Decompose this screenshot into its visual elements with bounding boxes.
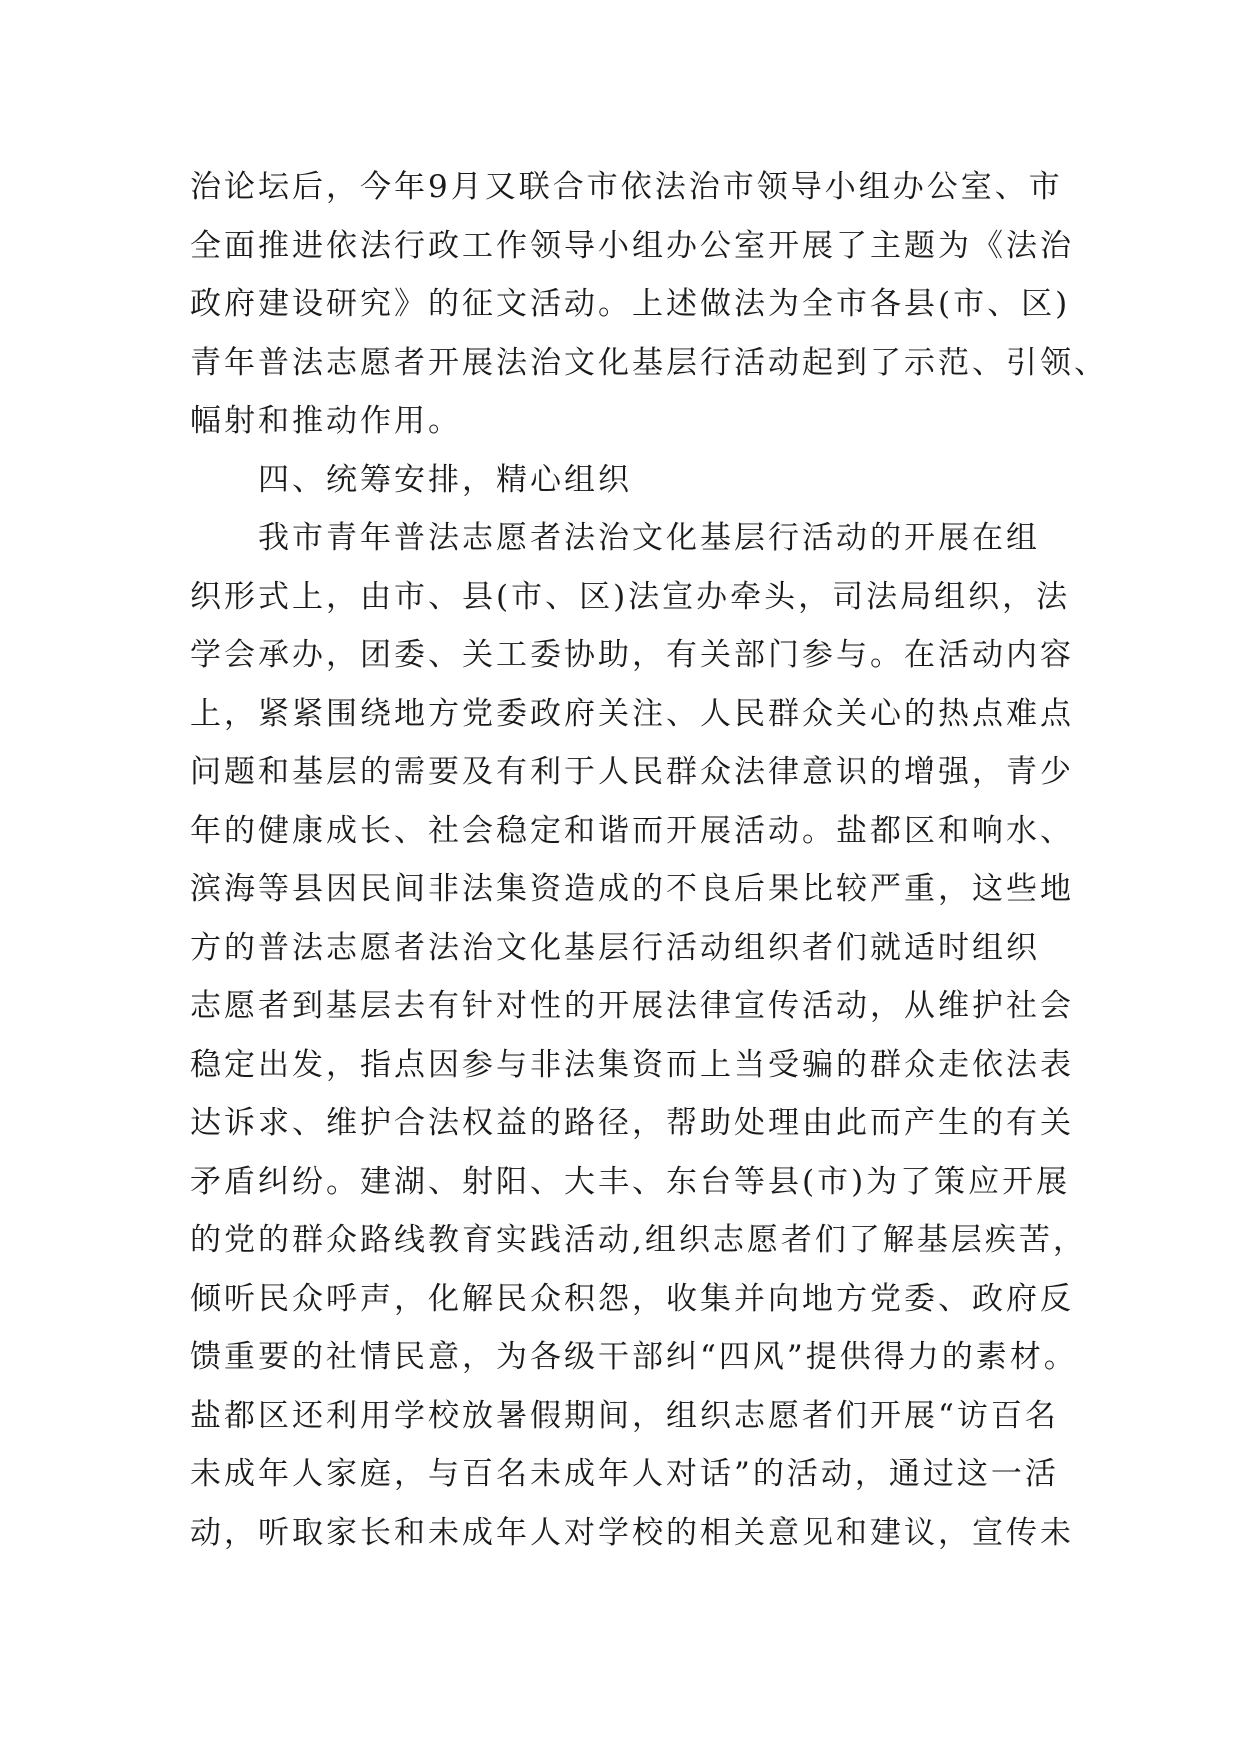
text-line: 的党的群众路线教育实践活动,组织志愿者们了解基层疾苦， xyxy=(190,1222,1087,1258)
text-line: 我市青年普法志愿者法治文化基层行活动的开展在组 xyxy=(258,520,1040,556)
text-line: 倾听民众呼声，化解民众积怨，收集并向地方党委、政府反 xyxy=(190,1280,1074,1317)
text-line: 上，紧紧围绕地方党委政府关注、人民群众关心的热点难点 xyxy=(190,695,1074,732)
text-line: 幅射和推动作用。 xyxy=(190,403,462,439)
text-line: 年的健康成长、社会稳定和谐而开展活动。盐都区和响水、 xyxy=(190,812,1074,849)
text-line: 政府建设研究》的征文活动。上述做法为全市各县(市、区) xyxy=(190,286,1071,322)
body-text xyxy=(190,158,1108,1562)
text-line: 矛盾纠纷。建湖、射阳、大丰、东台等县(市)为了策应开展 xyxy=(190,1163,1071,1200)
text-line: 学会承办，团委、关工委协助，有关部门参与。在活动内容 xyxy=(190,637,1074,673)
text-line: 方的普法志愿者法治文化基层行活动组织者们就适时组织 xyxy=(190,929,1040,966)
text-line: 青年普法志愿者开展法治文化基层行活动起到了示范、引领、 xyxy=(190,344,1108,381)
text-line: 织形式上，由市、县(市、区)法宣办牵头，司法局组织，法 xyxy=(190,578,1071,615)
text-line: 滨海等县因民间非法集资造成的不良后果比较严重，这些地 xyxy=(190,871,1074,907)
text-line: 稳定出发，指点因参与非法集资而上当受骗的群众走依法表 xyxy=(190,1046,1074,1083)
section-heading: 四、统筹安排，精心组织 xyxy=(258,461,632,498)
text-line: 未成年人家庭，与百名未成年人对话”的活动，通过这一活 xyxy=(190,1456,1059,1492)
text-line: 动，听取家长和未成年人对学校的相关意见和建议，宣传未 xyxy=(190,1514,1074,1551)
text-line: 问题和基层的需要及有利于人民群众法律意识的增强，青少 xyxy=(190,754,1074,790)
text-line: 治论坛后，今年9月又联合市依法治市领导小组办公室、市 xyxy=(190,169,1063,205)
text-line: 馈重要的社情民意，为各级干部纠“四风”提供得力的素材。 xyxy=(190,1339,1078,1375)
text-line: 盐都区还利用学校放暑假期间，组织志愿者们开展“访百名 xyxy=(190,1397,1059,1434)
text-line: 达诉求、维护合法权益的路径，帮助处理由此而产生的有关 xyxy=(190,1105,1074,1141)
text-line: 全面推进依法行政工作领导小组办公室开展了主题为《法治 xyxy=(190,227,1074,264)
text-line: 志愿者到基层去有针对性的开展法律宣传活动，从维护社会 xyxy=(190,988,1074,1024)
